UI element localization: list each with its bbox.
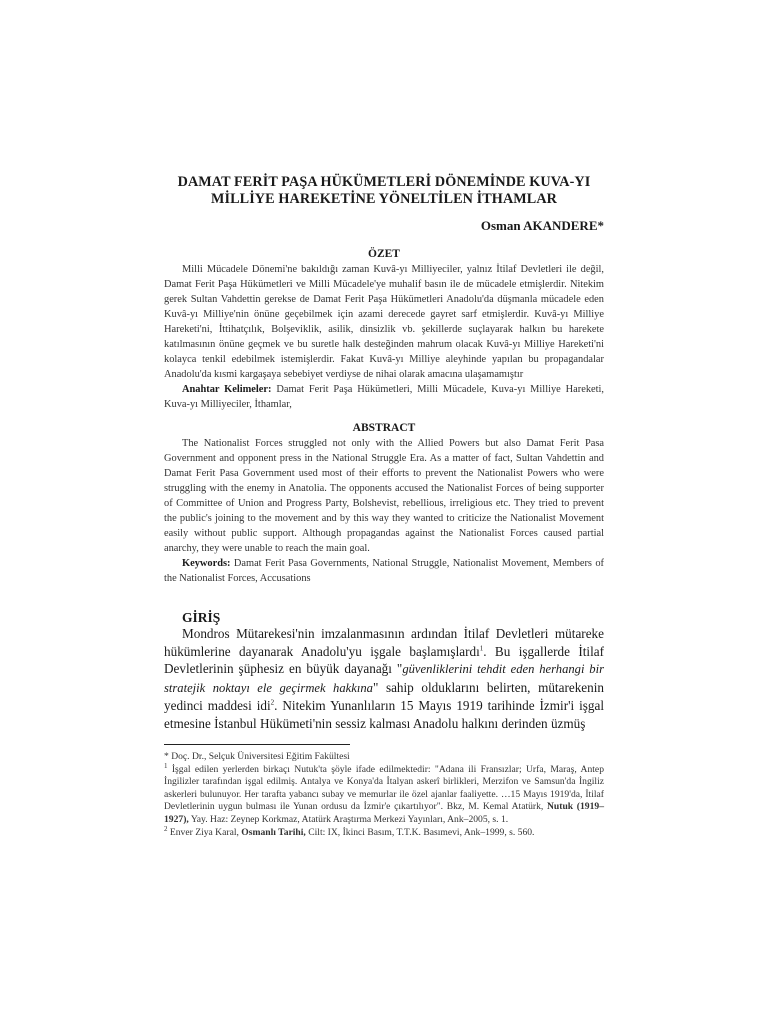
footnote-1-text-b: Yay. Haz: Zeynep Korkmaz, Atatürk Araştırma Merkezi Yayınları, Ank–2005, s. 1. bbox=[188, 813, 509, 825]
giris-text-2: . Bu işgallerde İtilaf Devletlerinin şüphesiz en büyük dayanağı " bbox=[164, 643, 604, 677]
giris-text-1: Mondros Mütarekesi'nin imzalanmasının ardından İtilaf Devletleri mütareke hükümlerine dayanarak Anadolu'yu işgale başlamışlardı bbox=[164, 626, 604, 659]
footnote-2-title: Osmanlı Tarihi, bbox=[241, 826, 306, 838]
abstract-keywords-label: Keywords: bbox=[182, 558, 231, 569]
footnote-ref-1[interactable]: 1 bbox=[479, 644, 484, 653]
title-line-2: MİLLİYE HAREKETİNE YÖNELTİLEN İTHAMLAR bbox=[210, 191, 558, 207]
footnote-star: * Doç. Dr., Selçuk Üniversitesi Eğitim Fakültesi bbox=[164, 751, 350, 762]
giris-paragraph bbox=[164, 625, 604, 733]
abstract-text: The Nationalist Forces struggled not only with the Allied Powers but also Damat Ferit Pasa Government and opponent press in the National Struggle Era. As a matter of fact, Sultan Vahdettin and Damat Ferit Pasa Government used most of their efforts to prevent the Nationalist Powers who were struggling with the enemy in Anatolia. The opponents accused the Nationalist Forces of being supporter of Committee of Union and Progress Party, Bolshevist, rebellious, irreligious etc. They tried to prevent the public's joining to the movement and by this way they wanted to criticize the Nationalist Movement easily without public support. Although propagandas against the Nationalist Forces caused partial anarchy, they were unable to reach the main goal. bbox=[164, 438, 604, 554]
footnote-1-title: Nutuk (1919–1927), bbox=[164, 801, 604, 825]
ozet-heading: ÖZET bbox=[368, 248, 400, 260]
footnote-2-text-a: Enver Ziya Karal, bbox=[167, 826, 242, 838]
ozet-keywords bbox=[164, 382, 604, 412]
footnote-2 bbox=[164, 824, 604, 840]
ozet-keywords-text: Damat Ferit Paşa Hükümetleri, Milli Mücadele, Kuva-yı Milliye Hareketi, Kuva-yı Milliyeciler, İthamlar, bbox=[164, 384, 604, 410]
giris-heading: GİRİŞ bbox=[182, 610, 221, 625]
abstract-section bbox=[164, 436, 604, 586]
ozet-section bbox=[164, 262, 604, 412]
ozet-text: Milli Mücadele Dönemi'ne bakıldığı zaman Kuvâ-yı Milliyeciler, yalnız İtilaf Devletleri ile değil, Damat Ferit Paşa Hükümetleri ve Milli Mücadele'ye muhalif basın ile de mücadele etmişlerdir. Nitekim gerek Sultan Vahdettin gerekse de Damat Ferit Paşa Hükümetleri Anadolu'da düşmanla mücadele eden Kuvâ-yı Milliye'nin önüne geçebilmek için azami derecede gayret sarf etmişlerdir. Kuvâ-yı Milliye Hareketi'ni, İttihatçılık, Bolşeviklik, asilik, dinsizlik vb. şekillerde suçlayarak halkın bu harekete katılmasının önüne geçmek ve bu suretle halk desteğinden mahrum olacak Kuvâ-yı Milliye Hareketi'ni kolayca tenkil edebilmek istemişlerdir. Fakat Kuvâ-yı Milliye aleyhinde yapılan bu propagandalar Anadolu'da kısmi kargaşaya sebebiyet verdiyse de nihai olarak amacına ulaşamamıştır bbox=[164, 264, 604, 380]
giris-quote: güvenliklerini tehdit eden herhangi bir stratejik noktayı ele geçirmek hakkına bbox=[164, 662, 604, 695]
footnote-1 bbox=[164, 761, 604, 827]
footnote-ref-2[interactable]: 2 bbox=[270, 698, 275, 707]
footnote-1-text-a: İşgal edilen yerlerden birkaçı Nutuk'ta şöyle ifade edilmektedir: "Adana ili Fransızlar; Urfa, Maraş, Antep İngilizler tarafından işgal edilmiş. Antalya ve Konya'da İtalyan askerî birlikleri, Merzifon ve Samsun'da İngiliz askerleri bulunuyor. Her tarafta yabancı subay ve memurlar ile özel ajanlar faaliyette. …15 Mayıs 1919'da, İtilaf Devletlerinin uygun bulması ile Yunan ordusu da İzmir'e çıkartılıyor". Bkz, M. Kemal Atatürk, bbox=[164, 763, 604, 813]
footnote-2-mark: 2 bbox=[164, 824, 168, 833]
abstract-heading: ABSTRACT bbox=[352, 422, 416, 434]
title-line-1: DAMAT FERİT PAŞA HÜKÜMETLERİ DÖNEMİNDE KUVA-YI bbox=[177, 174, 591, 190]
abstract-keywords-text: Damat Ferit Pasa Governments, National Struggle, Nationalist Movement, Members of the Nationalist Forces, Accusations bbox=[164, 558, 604, 584]
footnote-divider bbox=[164, 744, 350, 745]
giris-body bbox=[164, 625, 604, 733]
ozet-keywords-label: Anahtar Kelimeler: bbox=[182, 384, 272, 395]
footnote-1-mark: 1 bbox=[164, 761, 168, 770]
author-name: Osman AKANDERE* bbox=[480, 218, 604, 233]
footnote-2-text-b: Cilt: IX, İkinci Basım, T.T.K. Basımevi, Ank–1999, s. 560. bbox=[305, 826, 535, 838]
giris-text-3: " sahip olduklarını belirten, mütarekenin yedinci maddesi idi bbox=[164, 679, 604, 714]
giris-text-4: . Nitekim Yunanlıların 15 Mayıs 1919 tarihinde İzmir'i işgal etmesine İstanbul Hükümeti'nin sessiz kalması Anadolu halkını derinden üzmüş bbox=[164, 698, 604, 731]
footnotes bbox=[164, 751, 604, 839]
abstract-keywords bbox=[164, 556, 604, 586]
paper-title bbox=[164, 174, 604, 208]
